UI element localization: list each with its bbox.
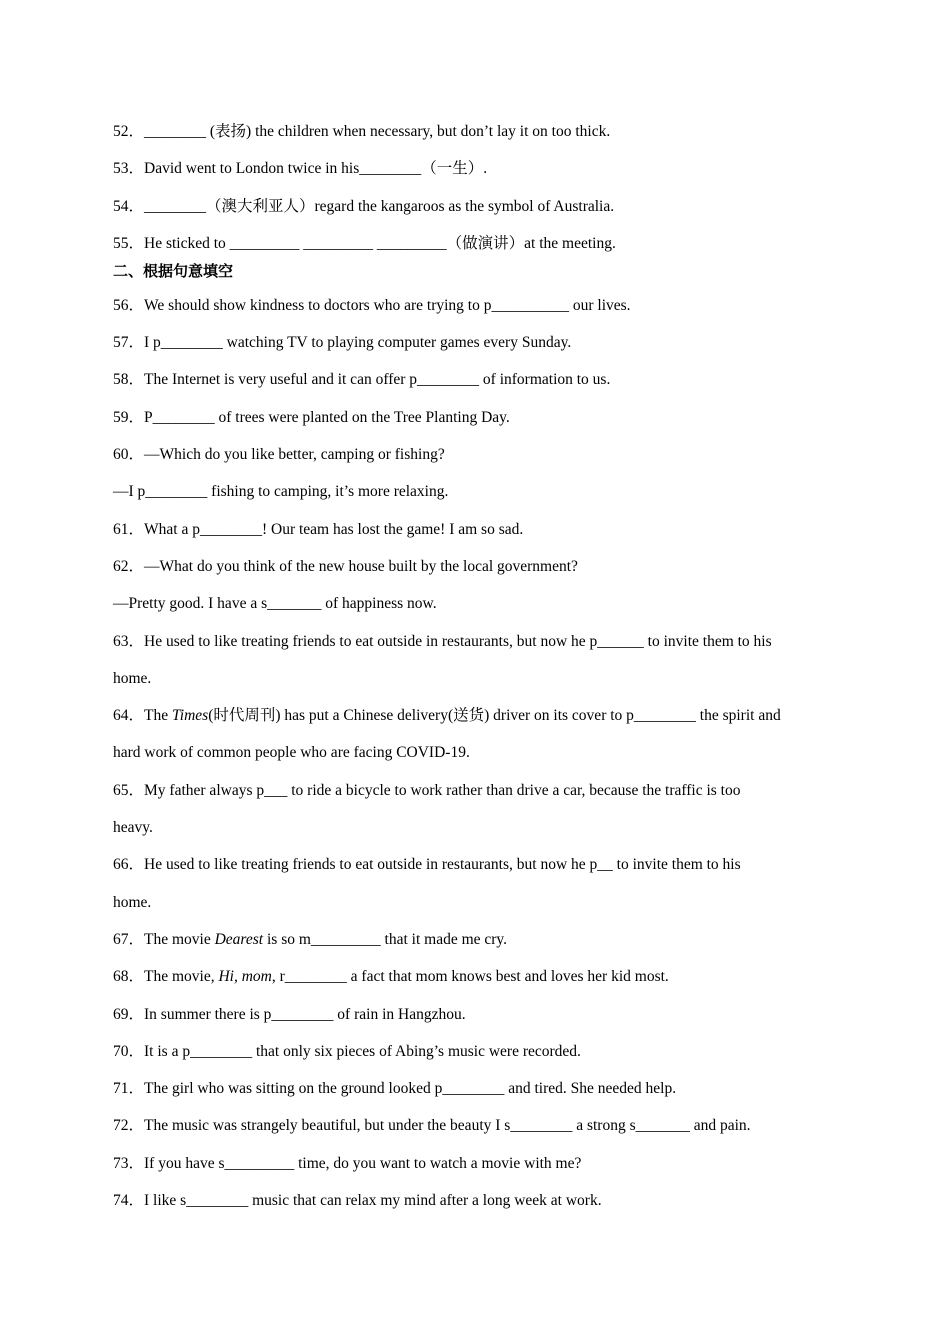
question-number: 54． xyxy=(113,197,145,215)
question-line xyxy=(113,851,843,888)
question-line xyxy=(113,292,843,329)
question-line xyxy=(113,1150,843,1187)
question-number: 64． xyxy=(113,707,145,725)
question-text: My father always p___ to ride a bicycle to work rather than drive a car, because the traffic is too xyxy=(144,781,741,799)
question-text: , r________ a fact that mom knows best and loves her kid most. xyxy=(271,968,669,986)
question-text: P________ of trees were planted on the Tree Planting Day. xyxy=(144,408,510,426)
question-number: 71． xyxy=(113,1080,145,1098)
question-text: I like s________ music that can relax my mind after a long week at work. xyxy=(144,1192,602,1210)
question-text: The Internet is very useful and it can offer p________ of information to us. xyxy=(144,371,611,389)
question-text: He sticked to _________ _________ _________（做演讲）at the meeting. xyxy=(144,234,616,252)
question-number: 53． xyxy=(113,160,145,178)
question-number: 69． xyxy=(113,1005,145,1023)
question-number: 63． xyxy=(113,632,145,650)
question-number: 68． xyxy=(113,968,145,986)
question-continuation: —Pretty good. I have a s_______ of happiness now. xyxy=(113,595,437,613)
question-text: What a p________! Our team has lost the game! I am so sad. xyxy=(144,520,524,538)
question-text: It is a p________ that only six pieces of Abing’s music were recorded. xyxy=(144,1042,581,1060)
question-line xyxy=(113,366,843,403)
question-line xyxy=(113,702,843,739)
question-line xyxy=(113,441,843,478)
question-line xyxy=(113,404,843,441)
question-number: 58． xyxy=(113,371,145,389)
question-number: 55． xyxy=(113,234,145,252)
question-continuation: —I p________ fishing to camping, it’s more relaxing. xyxy=(113,483,449,501)
question-text: The xyxy=(144,707,172,725)
question-line xyxy=(113,230,843,261)
question-line xyxy=(113,963,843,1000)
question-text: In summer there is p________ of rain in Hangzhou. xyxy=(144,1005,466,1023)
question-text: The girl who was sitting on the ground looked p________ and tired. She needed help. xyxy=(144,1080,677,1098)
question-text: The movie xyxy=(144,930,215,948)
section-heading: 二、根据句意填空 xyxy=(113,261,234,280)
question-continuation: home. xyxy=(113,893,152,911)
question-continuation: hard work of common people who are facing COVID-19. xyxy=(113,744,470,762)
question-line xyxy=(113,516,843,553)
question-number: 60． xyxy=(113,446,145,464)
question-number: 61． xyxy=(113,520,145,538)
question-text: He used to like treating friends to eat outside in restaurants, but now he p______ to invite them to his xyxy=(144,632,772,650)
question-line xyxy=(113,118,843,155)
question-text: The music was strangely beautiful, but under the beauty I s________ a strong s_______ and pain. xyxy=(144,1117,751,1135)
question-text: —What do you think of the new house built by the local government? xyxy=(144,557,578,575)
question-line xyxy=(113,1112,843,1149)
question-text: (时代周刊) has put a Chinese delivery(送货) driver on its cover to p________ the spirit and xyxy=(208,707,781,725)
question-number: 72． xyxy=(113,1117,145,1135)
question-line xyxy=(113,155,843,192)
question-line xyxy=(113,193,843,230)
question-line xyxy=(113,329,843,366)
worksheet-page xyxy=(113,118,843,1224)
question-number: 74． xyxy=(113,1192,145,1210)
question-number: 52． xyxy=(113,123,145,140)
question-line xyxy=(113,1001,843,1038)
question-number: 56． xyxy=(113,296,145,314)
question-continuation: home. xyxy=(113,669,152,687)
question-number: 65． xyxy=(113,781,145,799)
question-line xyxy=(113,1187,843,1224)
question-text: We should show kindness to doctors who are trying to p__________ our lives. xyxy=(144,296,631,314)
question-text: —Which do you like better, camping or fishing? xyxy=(144,446,445,464)
question-text: The movie, xyxy=(144,968,219,986)
question-line xyxy=(113,628,843,665)
question-line xyxy=(113,777,843,814)
question-number: 70． xyxy=(113,1042,145,1060)
question-text: is so m_________ that it made me cry. xyxy=(263,930,508,948)
question-line xyxy=(113,926,843,963)
question-text: He used to like treating friends to eat outside in restaurants, but now he p__ to invite them to his xyxy=(144,856,741,874)
question-number: 73． xyxy=(113,1154,145,1172)
question-text: David went to London twice in his________（一生）. xyxy=(144,160,488,178)
question-line xyxy=(113,1075,843,1112)
question-number: 66． xyxy=(113,856,145,874)
question-continuation: heavy. xyxy=(113,819,153,837)
question-text: I p________ watching TV to playing computer games every Sunday. xyxy=(144,334,572,352)
question-text: ________ (表扬) the children when necessary, but don’t lay it on too thick. xyxy=(144,123,611,140)
question-line xyxy=(113,1038,843,1075)
question-number: 62． xyxy=(113,557,145,575)
question-number: 59． xyxy=(113,408,145,426)
question-line xyxy=(113,553,843,590)
italic-title: Times xyxy=(172,707,209,725)
italic-title: Dearest xyxy=(214,930,264,948)
question-text: If you have s_________ time, do you want to watch a movie with me? xyxy=(144,1154,582,1172)
question-text: ________（澳大利亚人）regard the kangaroos as the symbol of Australia. xyxy=(144,197,615,215)
question-number: 67． xyxy=(113,930,145,948)
question-number: 57． xyxy=(113,334,145,352)
italic-title: Hi, mom xyxy=(218,968,272,986)
